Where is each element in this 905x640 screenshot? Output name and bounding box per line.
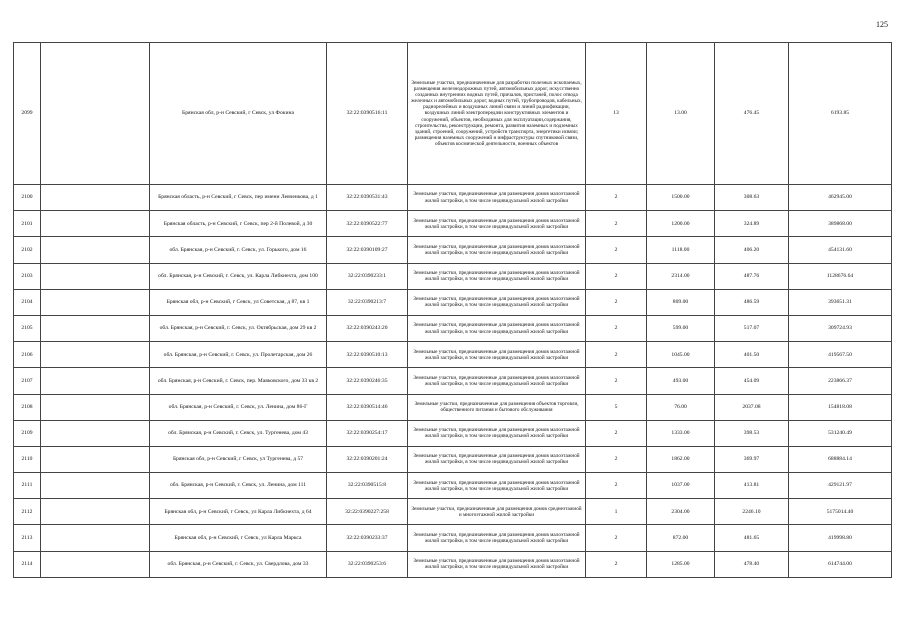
table-row bbox=[14, 446, 892, 472]
unit-value-cell: 308.63 bbox=[715, 185, 789, 211]
land-use-purpose-cell: Земельные участки, предназначенные для размещения домов среднеэтажной и многоэтажной жилой застройки bbox=[408, 499, 586, 525]
unit-value-cell: 487.76 bbox=[715, 263, 789, 289]
row-number-cell: 2105 bbox=[14, 315, 41, 341]
cadastral-value-cell: 389868.00 bbox=[789, 211, 892, 237]
row-number-cell: 2113 bbox=[14, 525, 41, 551]
land-use-purpose-cell: Земельные участки, предназначенные для размещения домов малоэтажной жилой застройки, в том числе индивидуальной жилой застройки bbox=[408, 446, 586, 472]
unit-value-cell: 2037.08 bbox=[715, 394, 789, 420]
empty-cell bbox=[41, 237, 150, 263]
cadastral-number-cell: 32:22:0390254:17 bbox=[327, 420, 408, 446]
row-number-cell: 2112 bbox=[14, 499, 41, 525]
use-group-cell: 2 bbox=[586, 525, 647, 551]
empty-cell bbox=[41, 263, 150, 289]
empty-cell bbox=[41, 315, 150, 341]
table-row bbox=[14, 473, 892, 499]
area-cell: 13.00 bbox=[647, 43, 715, 185]
unit-value-cell: 478.40 bbox=[715, 551, 789, 577]
table-row bbox=[14, 315, 892, 341]
row-number-cell: 2110 bbox=[14, 446, 41, 472]
cadastral-number-cell: 32:22:0390233:37 bbox=[327, 525, 408, 551]
use-group-cell: 2 bbox=[586, 237, 647, 263]
cadastral-value-cell: 6193.85 bbox=[789, 43, 892, 185]
land-use-purpose-cell: Земельные участки, предназначенные для размещения домов малоэтажной жилой застройки, в том числе индивидуальной жилой застройки bbox=[408, 289, 586, 315]
area-cell: 2314.00 bbox=[647, 263, 715, 289]
land-use-purpose-cell: Земельные участки, предназначенные для размещения домов малоэтажной жилой застройки, в том числе индивидуальной жилой застройки bbox=[408, 263, 586, 289]
area-cell: 493.00 bbox=[647, 368, 715, 394]
table-row bbox=[14, 289, 892, 315]
area-cell: 599.00 bbox=[647, 315, 715, 341]
table-row bbox=[14, 394, 892, 420]
area-cell: 1333.00 bbox=[647, 420, 715, 446]
address-cell: Брянская обл, р-н Севский, г Севск, ул Тургенева, д 57 bbox=[150, 446, 327, 472]
land-use-purpose-cell: Земельные участки, предназначенные для размещения домов малоэтажной жилой застройки, в том числе индивидуальной жилой застройки bbox=[408, 185, 586, 211]
cadastral-value-cell: 454131.60 bbox=[789, 237, 892, 263]
empty-cell bbox=[41, 211, 150, 237]
area-cell: 76.00 bbox=[647, 394, 715, 420]
table-row bbox=[14, 211, 892, 237]
address-cell: обл. Брянская, р-н Севский, г. Севск, пер. Маяковского, дом 33 кв 2 bbox=[150, 368, 327, 394]
cadastral-value-cell: 614744.00 bbox=[789, 551, 892, 577]
cadastral-number-cell: 32:22:0390246:35 bbox=[327, 368, 408, 394]
land-use-purpose-cell: Земельные участки, предназначенные для разработки полезных ископаемых, размещения железнодорожных путей, автомобильных дорог, искусственно созданных внутренних водных путей, причалов, пристаней, полос отвода железных и автомобильных дорог, водных путей, трубопроводов, кабельных, радиорелейных и воздушных линий связи и линий радиофикации, воздушных линий электропередачи конструктивных элементов и сооружений, объектов, необходимых для эксплуатации,содержания, строительства, реконструкции, ремонта, развития наземных и подземных зданий, строений, сооружений, устройств транспорта, энергетики исвязи; размещения наземных сооружений и инфраструктуры спутниковой связи, объектов космической деятельности, военных объектов bbox=[408, 43, 586, 185]
table-row bbox=[14, 43, 892, 185]
unit-value-cell: 398.53 bbox=[715, 420, 789, 446]
cadastral-value-cell: 154818.08 bbox=[789, 394, 892, 420]
use-group-cell: 2 bbox=[586, 420, 647, 446]
land-use-purpose-cell: Земельные участки, предназначенные для размещения домов малоэтажной жилой застройки, в том числе индивидуальной жилой застройки bbox=[408, 368, 586, 394]
cadastral-value-cell: 223866.37 bbox=[789, 368, 892, 394]
address-cell: Брянская обл, р-н Севский, г Севск, ул Карла Маркса bbox=[150, 525, 327, 551]
cadastral-value-cell: 309724.93 bbox=[789, 315, 892, 341]
empty-cell bbox=[41, 551, 150, 577]
land-use-purpose-cell: Земельные участки, предназначенные для размещения домов малоэтажной жилой застройки, в том числе индивидуальной жилой застройки bbox=[408, 237, 586, 263]
empty-cell bbox=[41, 394, 150, 420]
cadastral-value-cell: 419998.80 bbox=[789, 525, 892, 551]
table-row bbox=[14, 185, 892, 211]
cadastral-value-cell: 531240.49 bbox=[789, 420, 892, 446]
empty-cell bbox=[41, 525, 150, 551]
address-cell: Брянская обл, р-н Севский, г Севск, ул Фокина bbox=[150, 43, 327, 185]
unit-value-cell: 476.45 bbox=[715, 43, 789, 185]
page-number: 125 bbox=[876, 20, 888, 29]
cadastral-number-cell: 32:22:0390233:1 bbox=[327, 263, 408, 289]
use-group-cell: 2 bbox=[586, 368, 647, 394]
address-cell: обл. Брянская, р-н Севский, г. Севск, ул. Пролетарская, дом 26 bbox=[150, 342, 327, 368]
area-cell: 1118.00 bbox=[647, 237, 715, 263]
row-number-cell: 2109 bbox=[14, 420, 41, 446]
address-cell: обл. Брянская, р-н Севский, г. Севск, ул. Свердлова, дом 33 bbox=[150, 551, 327, 577]
area-cell: 809.00 bbox=[647, 289, 715, 315]
row-number-cell: 2111 bbox=[14, 473, 41, 499]
use-group-cell: 2 bbox=[586, 263, 647, 289]
table-row bbox=[14, 499, 892, 525]
empty-cell bbox=[41, 368, 150, 394]
use-group-cell: 2 bbox=[586, 185, 647, 211]
row-number-cell: 2102 bbox=[14, 237, 41, 263]
unit-value-cell: 481.65 bbox=[715, 525, 789, 551]
unit-value-cell: 413.81 bbox=[715, 473, 789, 499]
area-cell: 1045.00 bbox=[647, 342, 715, 368]
cadastral-number-cell: 32:22:0390516:11 bbox=[327, 43, 408, 185]
address-cell: обл. Брянская, р-н Севский, г. Севск, ул. Карла Либкнехта, дом 100 bbox=[150, 263, 327, 289]
row-number-cell: 2103 bbox=[14, 263, 41, 289]
area-cell: 2304.00 bbox=[647, 499, 715, 525]
unit-value-cell: 324.89 bbox=[715, 211, 789, 237]
empty-cell bbox=[41, 499, 150, 525]
address-cell: обл. Брянская, р-н Севский, г. Севск, ул. Октябрьская, дом 29 кв 2 bbox=[150, 315, 327, 341]
land-use-purpose-cell: Земельные участки, предназначенные для размещения домов малоэтажной жилой застройки, в том числе индивидуальной жилой застройки bbox=[408, 525, 586, 551]
cadastral-number-cell: 32:22:0390201:24 bbox=[327, 446, 408, 472]
empty-cell bbox=[41, 289, 150, 315]
cadastral-value-cell: 1128676.64 bbox=[789, 263, 892, 289]
area-cell: 1862.00 bbox=[647, 446, 715, 472]
cadastral-number-cell: 32:22:0390522:77 bbox=[327, 211, 408, 237]
unit-value-cell: 369.97 bbox=[715, 446, 789, 472]
unit-value-cell: 517.07 bbox=[715, 315, 789, 341]
cadastral-number-cell: 32:22:0390213:7 bbox=[327, 289, 408, 315]
cadastral-value-cell: 688884.14 bbox=[789, 446, 892, 472]
land-use-purpose-cell: Земельные участки, предназначенные для размещения домов малоэтажной жилой застройки, в том числе индивидуальной жилой застройки bbox=[408, 211, 586, 237]
cadastral-value-table bbox=[13, 42, 892, 578]
cadastral-number-cell: 32:22:0390515:8 bbox=[327, 473, 408, 499]
row-number-cell: 2099 bbox=[14, 43, 41, 185]
row-number-cell: 2106 bbox=[14, 342, 41, 368]
unit-value-cell: 401.50 bbox=[715, 342, 789, 368]
row-number-cell: 2107 bbox=[14, 368, 41, 394]
row-number-cell: 2101 bbox=[14, 211, 41, 237]
cadastral-number-cell: 32:22:0390510:13 bbox=[327, 342, 408, 368]
land-use-purpose-cell: Земельные участки, предназначенные для размещения домов малоэтажной жилой застройки, в том числе индивидуальной жилой застройки bbox=[408, 342, 586, 368]
address-cell: обл. Брянская, р-н Севский, г. Севск, ул. Горького, дом 16 bbox=[150, 237, 327, 263]
area-cell: 1500.00 bbox=[647, 185, 715, 211]
cadastral-number-cell: 32:22:0390109:27 bbox=[327, 237, 408, 263]
address-cell: обл. Брянская, р-н Севский, г. Севск, ул. Тургенева, дом 43 bbox=[150, 420, 327, 446]
land-use-purpose-cell: Земельные участки, предназначенные для размещения домов малоэтажной жилой застройки, в том числе индивидуальной жилой застройки bbox=[408, 315, 586, 341]
address-cell: Брянская область, р-н Севский, г Севск, пер 2-й Полевой, д 30 bbox=[150, 211, 327, 237]
use-group-cell: 2 bbox=[586, 315, 647, 341]
cadastral-value-cell: 419567.50 bbox=[789, 342, 892, 368]
cadastral-number-cell: 32:22:0390514:46 bbox=[327, 394, 408, 420]
cadastral-number-cell: 32:22:0390253:6 bbox=[327, 551, 408, 577]
empty-cell bbox=[41, 420, 150, 446]
address-cell: Брянская область, р-н Севский, г Севск, пер имени Левченкова, д 1 bbox=[150, 185, 327, 211]
table-row bbox=[14, 342, 892, 368]
land-use-purpose-cell: Земельные участки, предназначенные для размещения домов малоэтажной жилой застройки, в том числе индивидуальной жилой застройки bbox=[408, 551, 586, 577]
row-number-cell: 2108 bbox=[14, 394, 41, 420]
land-use-purpose-cell: Земельные участки, предназначенные для размещения домов малоэтажной жилой застройки, в том числе индивидуальной жилой застройки bbox=[408, 420, 586, 446]
table-row bbox=[14, 237, 892, 263]
empty-cell bbox=[41, 342, 150, 368]
table-row bbox=[14, 368, 892, 394]
row-number-cell: 2104 bbox=[14, 289, 41, 315]
use-group-cell: 5 bbox=[586, 394, 647, 420]
unit-value-cell: 2246.10 bbox=[715, 499, 789, 525]
use-group-cell: 2 bbox=[586, 446, 647, 472]
cadastral-value-cell: 5175014.40 bbox=[789, 499, 892, 525]
address-cell: Брянская обл, р-н Севский, г Севск, ул Карла Либкнехта, д 64 bbox=[150, 499, 327, 525]
row-number-cell: 2114 bbox=[14, 551, 41, 577]
cadastral-number-cell: 32:22:0390227:258 bbox=[327, 499, 408, 525]
empty-cell bbox=[41, 473, 150, 499]
table-row bbox=[14, 263, 892, 289]
empty-cell bbox=[41, 185, 150, 211]
area-cell: 1200.00 bbox=[647, 211, 715, 237]
use-group-cell: 2 bbox=[586, 473, 647, 499]
area-cell: 1037.00 bbox=[647, 473, 715, 499]
cadastral-value-cell: 393651.31 bbox=[789, 289, 892, 315]
cadastral-number-cell: 32:22:0390243:20 bbox=[327, 315, 408, 341]
unit-value-cell: 454.09 bbox=[715, 368, 789, 394]
use-group-cell: 13 bbox=[586, 43, 647, 185]
cadastral-number-cell: 32:22:0390531:43 bbox=[327, 185, 408, 211]
use-group-cell: 2 bbox=[586, 289, 647, 315]
land-use-purpose-cell: Земельные участки, предназначенные для размещения домов малоэтажной жилой застройки, в том числе индивидуальной жилой застройки bbox=[408, 473, 586, 499]
address-cell: обл. Брянская, р-н Севский, г. Севск, ул. Ленина, дом 86-Г bbox=[150, 394, 327, 420]
use-group-cell: 2 bbox=[586, 211, 647, 237]
address-cell: Брянская обл, р-н Севский, г Севск, ул Советская, д 87, кв 1 bbox=[150, 289, 327, 315]
empty-cell bbox=[41, 446, 150, 472]
table-row bbox=[14, 420, 892, 446]
area-cell: 872.00 bbox=[647, 525, 715, 551]
table-row bbox=[14, 551, 892, 577]
address-cell: обл. Брянская, р-н Севский, г. Севск, ул. Ленина, дом 111 bbox=[150, 473, 327, 499]
row-number-cell: 2100 bbox=[14, 185, 41, 211]
land-use-purpose-cell: Земельные участки, предназначенные для размещения объектов торговли, общественного питания и бытового обслуживания bbox=[408, 394, 586, 420]
empty-cell bbox=[41, 43, 150, 185]
unit-value-cell: 486.59 bbox=[715, 289, 789, 315]
use-group-cell: 2 bbox=[586, 342, 647, 368]
use-group-cell: 1 bbox=[586, 499, 647, 525]
use-group-cell: 2 bbox=[586, 551, 647, 577]
cadastral-value-cell: 462945.00 bbox=[789, 185, 892, 211]
table-row bbox=[14, 525, 892, 551]
table-body bbox=[14, 43, 892, 578]
unit-value-cell: 406.20 bbox=[715, 237, 789, 263]
cadastral-value-cell: 429121.97 bbox=[789, 473, 892, 499]
area-cell: 1285.00 bbox=[647, 551, 715, 577]
